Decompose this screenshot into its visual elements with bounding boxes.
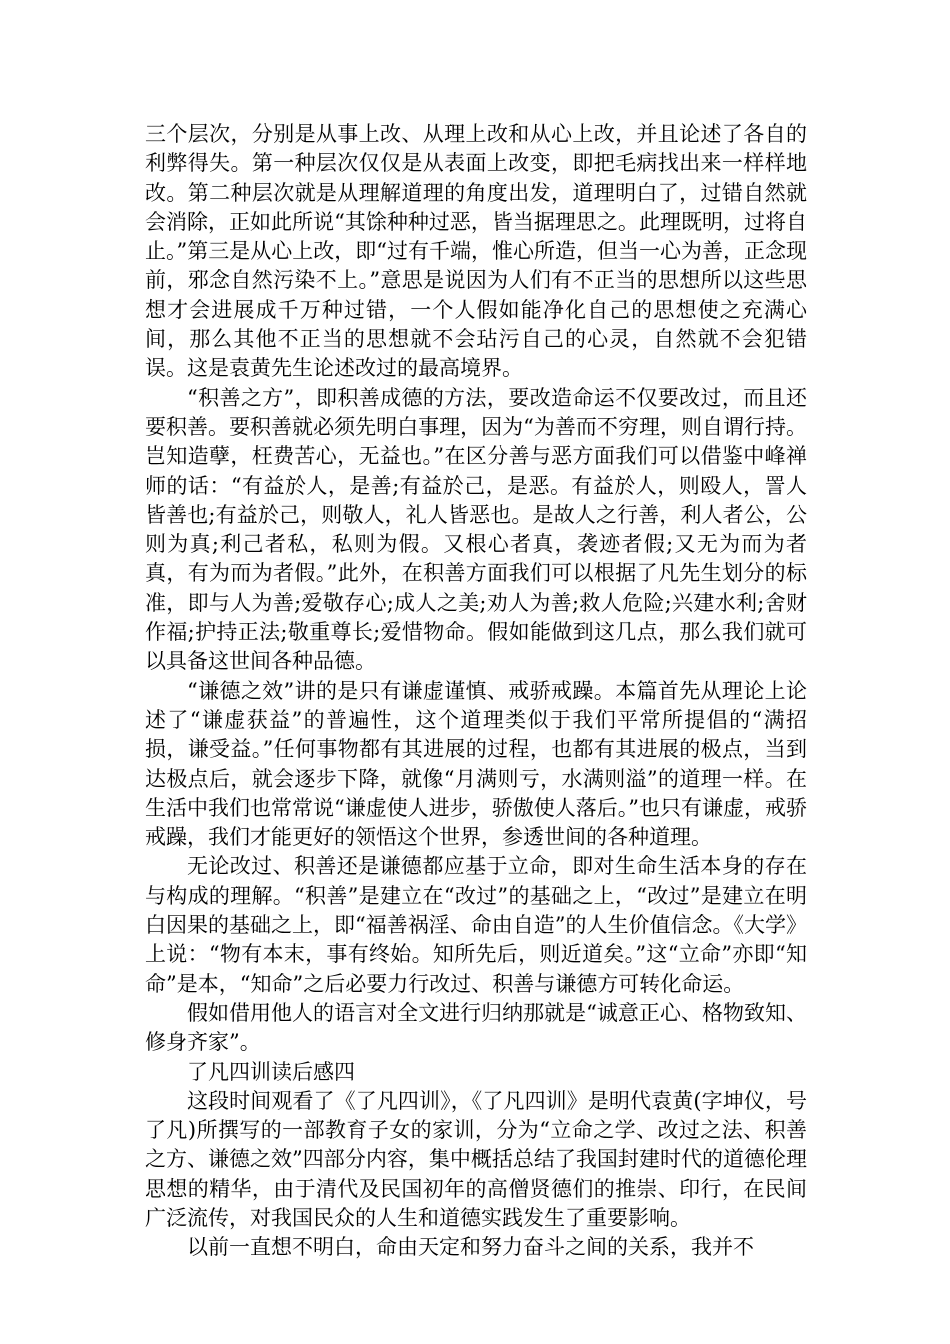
paragraph: “谦德之效”讲的是只有谦虚谨慎、戒骄戒躁。本篇首先从理论上论述了“谦虚获益”的普遍性，这个道理类似于我们平常所提倡的“满招损，谦受益。”任何事物都有其进展的过程，也都有其进展的极点，当到达极点后，就会逐步下降，就像“月满则亏，水满则溢”的道理一样。在生活中我们也常常说“谦虚使人进步，骄傲使人落后。”也只有谦虚，戒骄戒躁，我们才能更好的领悟这个世界，参透世间的各种道理。 xyxy=(145,678,807,850)
document-body xyxy=(145,120,807,1263)
paragraph: 假如借用他人的语言对全文进行归纳那就是“诚意正心、格物致知、修身齐家”。 xyxy=(145,1000,807,1055)
paragraph: 以前一直想不明白，命由天定和努力奋斗之间的关系，我并不 xyxy=(187,1235,754,1260)
paragraph: 三个层次，分别是从事上改、从理上改和从心上改，并且论述了各自的利弊得失。第一种层次仅仅是从表面上改变，即把毛病找出来一样样地改。第二种层次就是从理解道理的角度出发，道理明白了，过错自然就会消除，正如此所说“其馀种种过恶，皆当据理思之。此理既明，过将自止。”第三是从心上改，即“过有千端，惟心所造，但当一心为善，正念现前，邪念自然污染不上。”意思是说因为人们有不正当的思想所以这些思想才会进展成千万种过错，一个人假如能净化自己的思想使之充满心间，那么其他不正当的思想就不会玷污自己的心灵，自然就不会犯错误。这是袁黄先生论述改过的最高境界。 xyxy=(145,122,807,381)
paragraph: 这段时间观看了《了凡四训》，《了凡四训》是明代袁黄(字坤仪，号了凡)所撰写的一部教育子女的家训，分为“立命之学、改过之法、积善之方、谦德之效”四部分内容，集中概括总结了我国封建时代的道德伦理思想的精华，由于清代及民国初年的高僧贤德们的推崇、印行，在民间广泛流传，对我国民众的人生和道德实践发生了重要影响。 xyxy=(145,1088,807,1230)
section-heading: 了凡四训读后感四 xyxy=(187,1059,355,1084)
paragraph: 无论改过、积善还是谦德都应基于立命，即对生命生活本身的存在与构成的理解。“积善”是建立在“改过”的基础之上，“改过”是建立在明白因果的基础之上，即“福善祸淫、命由自造”的人生价值信念。《大学》上说：“物有本末，事有终始。知所先后，则近道矣。”这“立命”亦即“知命”是本，“知命”之后必要力行改过、积善与谦德方可转化命运。 xyxy=(145,854,807,996)
paragraph: “积善之方”，即积善成德的方法，要改造命运不仅要改过，而且还要积善。要积善就必须先明白事理，因为“为善而不穷理，则自谓行持。岂知造孽，枉费苦心，无益也。”在区分善与恶方面我们可以借鉴中峰禅师的话：“有益於人，是善;有益於己，是恶。有益於人，则殴人，詈人皆善也;有益於己，则敬人，礼人皆恶也。是故人之行善，利人者公，公则为真;利己者私，私则为假。又根心者真，袭迹者假;又无为而为者真，有为而为者假。”此外，在积善方面我们可以根据了凡先生划分的标准，即与人为善;爱敬存心;成人之美;劝人为善;救人危险;兴建水利;舍财作福;护持正法;敬重尊长;爱惜物命。假如能做到这几点，那么我们就可以具备这世间各种品德。 xyxy=(145,385,807,674)
